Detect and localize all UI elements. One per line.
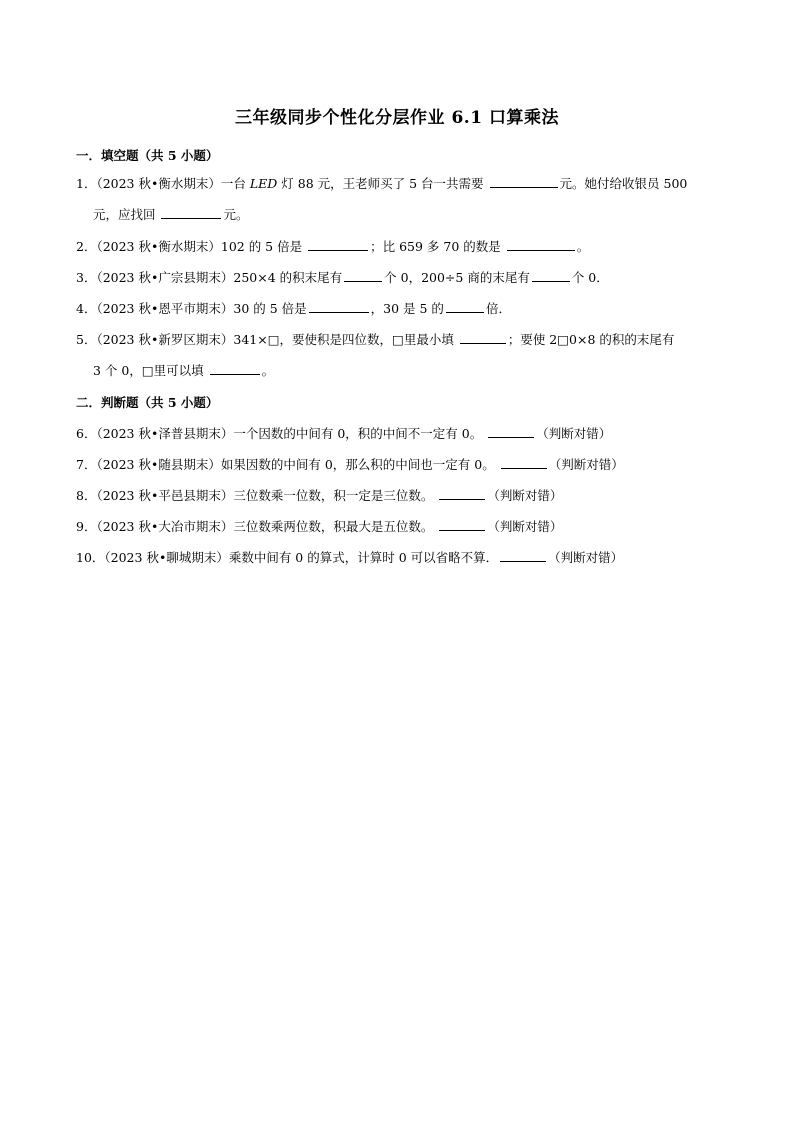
question-number: 10． [76, 550, 105, 565]
question-number: 8． [76, 488, 97, 503]
answer-blank[interactable] [532, 269, 570, 282]
question-10: 10．（2023 秋•聊城期末）乘数中间有 0 的算式，计算时 0 可以省略不算． （判断对错） [76, 550, 624, 565]
section-heading-true-false: 二．判断题（共 5 小题） [76, 395, 219, 410]
question-source: （2023 秋•平邑县期末） [96, 488, 234, 503]
question-source: （2023 秋•新罗区期末） [96, 332, 234, 347]
answer-blank[interactable] [161, 206, 221, 219]
answer-blank[interactable] [501, 456, 547, 469]
question-number: 9． [76, 519, 97, 534]
question-1: 1．（2023 秋•衡水期末）一台 LED 灯 88 元，王老师买了 5 台一共需要 元。她付给收银员 500 [76, 176, 688, 191]
answer-blank[interactable] [488, 425, 534, 438]
question-number: 2． [76, 239, 97, 254]
question-5: 5．（2023 秋•新罗区期末）341×□，要使积是四位数，□里最小填 ；要使 2□0×8 的积的末尾有 [76, 332, 675, 347]
question-source: （2023 秋•聊城期末） [104, 550, 229, 565]
question-source: （2023 秋•衡水期末） [96, 239, 221, 254]
question-number: 7． [76, 457, 97, 472]
question-2: 2．（2023 秋•衡水期末）102 的 5 倍是 ；比 659 多 70 的数是 。 [76, 239, 590, 254]
answer-blank[interactable] [460, 331, 506, 344]
section-heading-fill-blank: 一．填空题（共 5 小题） [76, 148, 219, 163]
answer-blank[interactable] [446, 300, 484, 313]
answer-blank[interactable] [490, 175, 558, 188]
question-number: 4． [76, 301, 97, 316]
question-number: 3． [76, 270, 97, 285]
question-source: （2023 秋•衡水期末） [96, 176, 221, 191]
answer-blank[interactable] [309, 300, 369, 313]
answer-blank[interactable] [344, 269, 382, 282]
question-7: 7．（2023 秋•随县期末）如果因数的中间有 0，那么积的中间也一定有 0。 （判断对错） [76, 457, 624, 472]
answer-blank[interactable] [439, 518, 485, 531]
answer-blank[interactable] [500, 549, 546, 562]
question-source: （2023 秋•泽普县期末） [96, 426, 234, 441]
question-source: （2023 秋•随县期末） [96, 457, 221, 472]
answer-blank[interactable] [507, 238, 575, 251]
answer-blank[interactable] [439, 487, 485, 500]
question-6: 6．（2023 秋•泽普县期末）一个因数的中间有 0，积的中间不一定有 0。 （判断对错） [76, 426, 612, 441]
question-3: 3．（2023 秋•广宗县期末）250×4 的积末尾有 个 0，200÷5 商的末尾有 个 0． [76, 270, 609, 285]
question-number: 5． [76, 332, 97, 347]
question-number: 1． [76, 176, 97, 191]
question-number: 6． [76, 426, 97, 441]
question-1-continuation: 元，应找回 元。 [93, 207, 249, 222]
led-text: LED [249, 176, 278, 191]
answer-blank[interactable] [308, 238, 368, 251]
question-source: （2023 秋•大冶市期末） [96, 519, 234, 534]
page-title: 三年级同步个性化分层作业 6.1 口算乘法 [235, 108, 559, 128]
question-source: （2023 秋•广宗县期末） [96, 270, 234, 285]
question-source: （2023 秋•恩平市期末） [96, 301, 234, 316]
answer-blank[interactable] [210, 362, 260, 375]
question-4: 4．（2023 秋•恩平市期末）30 的 5 倍是 ，30 是 5 的 倍． [76, 301, 511, 316]
question-8: 8．（2023 秋•平邑县期末）三位数乘一位数，积一定是三位数。 （判断对错） [76, 488, 563, 503]
question-5-continuation: 3 个 0，□里可以填 。 [93, 363, 275, 378]
question-9: 9．（2023 秋•大冶市期末）三位数乘两位数，积最大是五位数。 （判断对错） [76, 519, 563, 534]
